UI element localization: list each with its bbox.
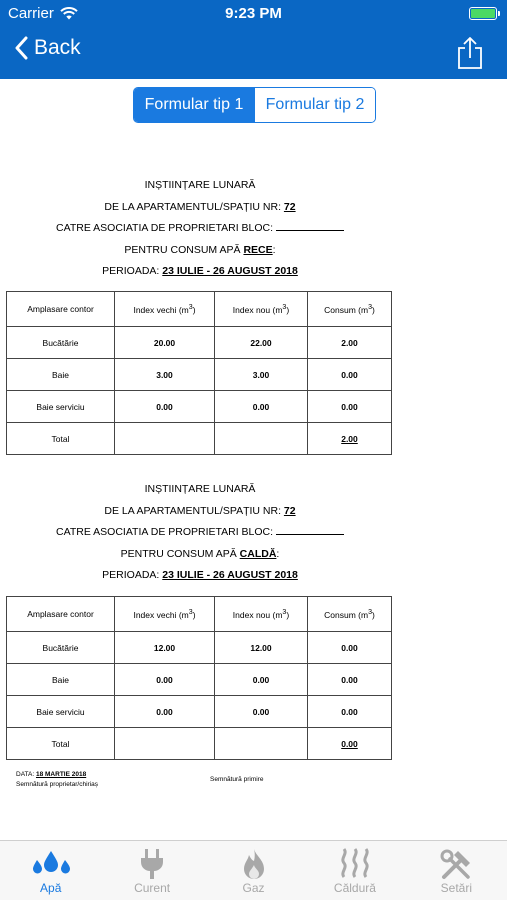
header-old-index: Index vechi $(m^3)$ — [115, 292, 215, 327]
form-type-segmented-control — [133, 87, 376, 123]
notice-apartment-line: DE LA APARTAMENTUL/SPAȚIU NR: 72 — [104, 504, 296, 517]
water-drops-icon — [29, 847, 73, 881]
water-type: RECE — [243, 243, 273, 256]
tab-label-curent: Curent — [134, 881, 171, 895]
table-row: Bucătărie 20.00 22.00 2.00 — [7, 327, 392, 359]
tab-label-setari: Setări — [440, 881, 472, 895]
notice-title: INȘTIINȚARE LUNARĂ — [144, 179, 256, 191]
header-location: Amplasare contor — [7, 597, 115, 632]
table-header-row — [7, 597, 392, 632]
navigation-bar — [0, 30, 507, 75]
table-header-row — [7, 292, 392, 327]
table-row: Baie 0.00 0.00 0.00 — [7, 664, 392, 696]
share-icon — [457, 36, 483, 70]
tab-setari[interactable] — [406, 841, 507, 900]
share-button[interactable] — [457, 36, 483, 75]
segment-formular-tip-2[interactable]: Formular tip 2 — [254, 88, 375, 122]
tab-label-caldura: Căldură — [333, 881, 376, 895]
tab-apa[interactable] — [0, 841, 101, 900]
battery-icon — [469, 7, 497, 20]
apartment-number: 72 — [283, 200, 296, 213]
table-row: Baie serviciu 0.00 0.00 0.00 — [7, 696, 392, 728]
notice-association-line: CATRE ASOCIATIA DE PROPRIETARI BLOC: — [0, 218, 400, 240]
tab-curent[interactable] — [101, 841, 202, 900]
header-new-index: Index nou $(m^3)$ — [215, 597, 308, 632]
notice-cold-water — [0, 175, 400, 283]
tab-label-gaz: Gaz — [242, 881, 265, 895]
period: 23 IULIE - 26 AUGUST 2018 — [162, 569, 298, 581]
notice-title: INȘTIINȚARE LUNARĂ — [144, 483, 256, 495]
owner-signature-label: Semnătură proprietar/chiriaș — [16, 781, 99, 788]
segment-formular-tip-1[interactable]: Formular tip 1 — [134, 88, 254, 122]
status-bar — [0, 0, 507, 28]
back-label: Back — [34, 36, 81, 59]
header-location: Amplasare contor — [7, 292, 115, 327]
header-consumption: Consum $(m^3)$ — [308, 597, 392, 632]
table-row: Baie serviciu 0.00 0.00 0.00 — [7, 391, 392, 423]
clock: 9:23 PM — [225, 5, 282, 22]
chevron-left-icon — [14, 36, 28, 60]
date-line: DATA: 18 MARTIE 2018 — [16, 771, 87, 778]
heat-waves-icon — [337, 847, 373, 881]
notice-hot-water — [0, 479, 400, 587]
header-consumption: Consum $(m^3)$ — [308, 292, 392, 327]
header — [0, 0, 507, 79]
notice-consumption-line: PENTRU CONSUM APĂ RECE: — [124, 243, 276, 256]
water-type: CALDĂ — [239, 547, 277, 560]
period: 23 IULIE - 26 AUGUST 2018 — [162, 265, 298, 277]
notice-association-line: CATRE ASOCIATIA DE PROPRIETARI BLOC: — [0, 522, 400, 544]
back-button[interactable] — [14, 36, 81, 60]
notice-consumption-line: PENTRU CONSUM APĂ CALDĂ: — [120, 547, 280, 560]
tab-bar — [0, 840, 507, 900]
table-total-row: Total 2.00 — [7, 423, 392, 455]
plug-icon — [137, 847, 167, 881]
notice-apartment-line: DE LA APARTAMENTUL/SPAȚIU NR: 72 — [104, 200, 296, 213]
table-total-row: Total 0.00 — [7, 728, 392, 760]
flame-icon — [239, 847, 269, 881]
header-new-index: Index nou $(m^3)$ — [215, 292, 308, 327]
carrier-label: Carrier — [8, 5, 54, 22]
tab-caldura[interactable] — [304, 841, 405, 900]
hot-water-table — [6, 596, 392, 760]
tab-gaz[interactable] — [203, 841, 304, 900]
header-old-index: Index vechi $(m^3)$ — [115, 597, 215, 632]
total-consumption: 2.00 — [308, 423, 392, 455]
table-row: Bucătărie 12.00 12.00 0.00 — [7, 632, 392, 664]
receiver-signature-label: Semnătură primire — [210, 776, 264, 783]
total-consumption: 0.00 — [308, 728, 392, 760]
table-row: Baie 3.00 3.00 0.00 — [7, 359, 392, 391]
document-footer — [16, 770, 98, 790]
tools-icon — [438, 847, 474, 881]
document-date: 18 MARTIE 2018 — [35, 771, 87, 778]
apartment-number: 72 — [283, 504, 296, 517]
tab-label-apa: Apă — [40, 881, 62, 895]
cold-water-table — [6, 291, 392, 455]
notice-period-line: PERIOADA: 23 IULIE - 26 AUGUST 2018 — [102, 265, 298, 277]
notice-period-line: PERIOADA: 23 IULIE - 26 AUGUST 2018 — [102, 569, 298, 581]
